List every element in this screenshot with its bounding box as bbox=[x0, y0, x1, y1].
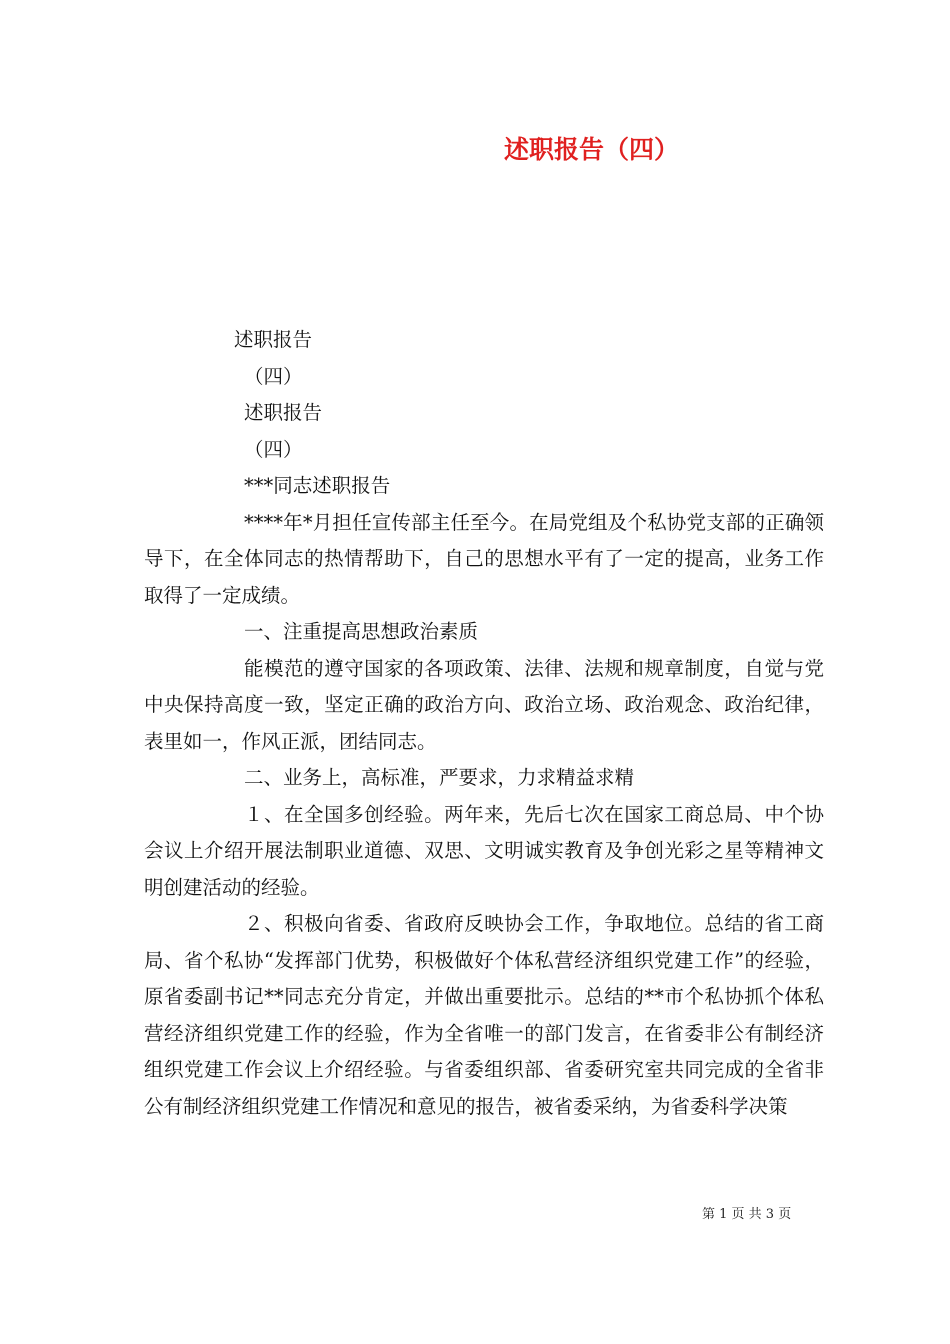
heading-line-2: （四） bbox=[244, 364, 303, 388]
paragraph-section-1: 能模范的遵守国家的各项政策、法律、法规和规章制度，自觉与党中央保持高度一致，坚定正确的政治方向、政治立场、政治观念、政治纪律，表里如一，作风正派，团结同志。 bbox=[144, 656, 824, 753]
heading-line-5: ***同志述职报告 bbox=[244, 474, 391, 497]
paragraph-intro: ****年*月担任宣传部主任至今。在局党组及个私协党支部的正确领导下，在全体同志的热情帮助下，自己的思想水平有了一定的提高，业务工作取得了一定成绩。 bbox=[144, 510, 824, 607]
document-body bbox=[144, 322, 824, 1125]
paragraph-item-1: １、在全国多创经验。两年来，先后七次在国家工商总局、中个协会议上介绍开展法制职业道德、双思、文明诚实教育及争创光彩之星等精神文明创建活动的经验。 bbox=[144, 802, 824, 899]
page-footer: 第 1 页 共 3 页 bbox=[702, 1207, 792, 1222]
heading-line-3: 述职报告 bbox=[244, 401, 323, 424]
section-heading-2: 二、业务上，高标准，严要求，力求精益求精 bbox=[244, 766, 635, 789]
heading-line-1: 述职报告 bbox=[234, 328, 313, 351]
paragraph-item-2: ２、积极向省委、省政府反映协会工作，争取地位。总结的省工商局、省个私协“发挥部门优势，积极做好个体私营经济组织党建工作”的经验，原省委副书记**同志充分肯定，并做出重要批示。总结的**市个私协抓个体私营经济组织党建工作的经验，作为全省唯一的部门发言，在省委非公有制经济组织党建工作会议上介绍经验。与省委组织部、省委研究室共同完成的全省非公有制经济组织党建工作情况和意见的报告，被省委采纳，为省委科学决策 bbox=[144, 912, 824, 1118]
page-title: 述职报告（四） bbox=[504, 135, 680, 164]
heading-line-4: （四） bbox=[244, 437, 303, 461]
section-heading-1: 一、注重提高思想政治素质 bbox=[244, 620, 479, 643]
